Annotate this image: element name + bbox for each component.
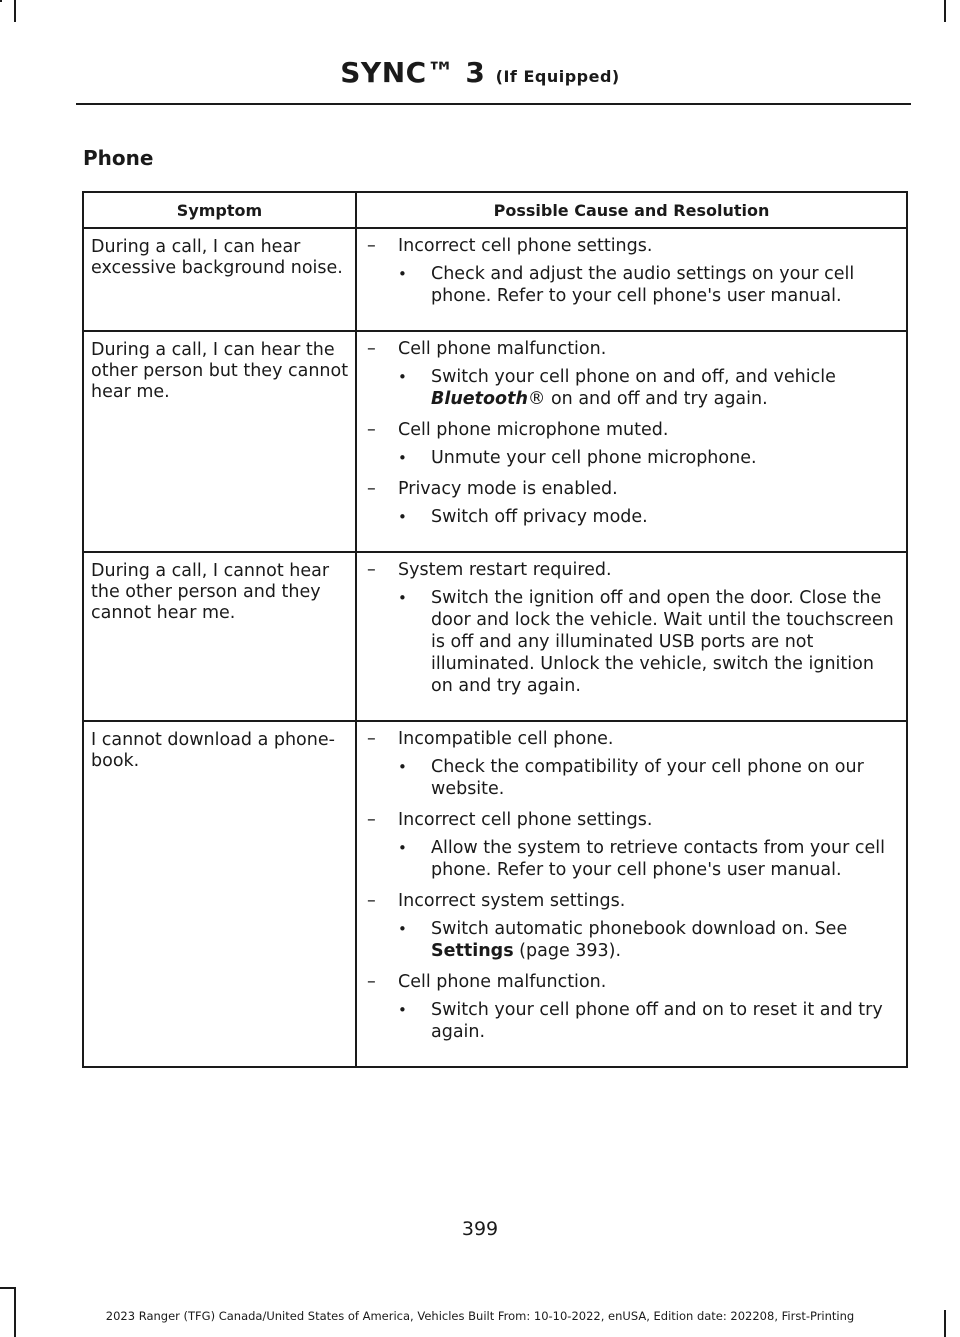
bullet-marker: • — [398, 368, 407, 386]
resolution-text: Check and adjust the audio settings on your cell phone. Refer to your cell phone's user manual. — [431, 264, 855, 306]
resolution-text-pre: Switch automatic phonebook download on. See — [431, 919, 848, 939]
cause-cell — [356, 228, 907, 331]
table-row — [83, 552, 907, 721]
resolution-bullet — [398, 366, 900, 410]
crop-mark — [14, 0, 16, 22]
bullet-marker: • — [398, 920, 407, 938]
page-header-title — [0, 56, 960, 89]
header-title-text: SYNC™ 3 — [340, 56, 486, 89]
symptom-cell: During a call, I can hear excessive background noise. — [83, 228, 356, 331]
resolution-text: Allow the system to retrieve contacts from your cell phone. Refer to your cell phone's user manual. — [431, 838, 885, 880]
crop-mark — [944, 0, 946, 22]
column-header-symptom: Symptom — [83, 192, 356, 228]
cause-item — [367, 971, 900, 1043]
dash-marker: – — [367, 972, 376, 992]
resolution-text-pre: Switch your cell phone on and off, and vehicle — [431, 367, 836, 387]
bullet-marker: • — [398, 265, 407, 283]
cause-item — [367, 478, 900, 528]
symptom-cell: I cannot download a phone-book. — [83, 721, 356, 1067]
dash-marker: – — [367, 420, 376, 440]
cause-cell — [356, 552, 907, 721]
cause-text: Cell phone malfunction. — [398, 339, 607, 359]
dash-marker: – — [367, 891, 376, 911]
troubleshooting-table — [82, 191, 908, 1068]
crop-mark — [0, 0, 2, 2]
resolution-text: Switch the ignition off and open the door. Close the door and lock the vehicle. Wait until the touchscreen is off and any illuminated USB ports are not illuminated. Unlock the vehicle, switch the ignition on and try again. — [431, 588, 894, 696]
bullet-marker: • — [398, 839, 407, 857]
column-header-cause: Possible Cause and Resolution — [356, 192, 907, 228]
resolution-bullet — [398, 918, 900, 962]
header-divider — [76, 103, 911, 105]
cause-text: Incorrect system settings. — [398, 891, 626, 911]
cause-text: Incompatible cell phone. — [398, 729, 614, 749]
dash-marker: – — [367, 729, 376, 749]
resolution-bullet — [398, 999, 900, 1043]
cause-text: Incorrect cell phone settings. — [398, 810, 653, 830]
dash-marker: – — [367, 479, 376, 499]
resolution-bullet — [398, 506, 900, 528]
dash-marker: – — [367, 339, 376, 359]
cause-item — [367, 890, 900, 962]
dash-marker: – — [367, 810, 376, 830]
resolution-bullet — [398, 587, 900, 697]
section-title: Phone — [83, 146, 154, 170]
symptom-cell: During a call, I cannot hear the other person and they cannot hear me. — [83, 552, 356, 721]
dash-marker: – — [367, 236, 376, 256]
table-header-row — [83, 192, 907, 228]
header-title-suffix: (If Equipped) — [495, 67, 620, 86]
resolution-bullet — [398, 263, 900, 307]
table-row — [83, 721, 907, 1067]
cause-text: Cell phone microphone muted. — [398, 420, 669, 440]
resolution-text: Switch off privacy mode. — [431, 507, 648, 527]
symptom-cell: During a call, I can hear the other person but they cannot hear me. — [83, 331, 356, 552]
resolution-text-post: (page 393). — [513, 941, 622, 961]
cause-item — [367, 728, 900, 800]
cause-text: Privacy mode is enabled. — [398, 479, 618, 499]
cause-item — [367, 338, 900, 410]
bullet-marker: • — [398, 589, 407, 607]
table-row — [83, 331, 907, 552]
bullet-marker: • — [398, 508, 407, 526]
resolution-bullet — [398, 447, 900, 469]
resolution-text: Unmute your cell phone microphone. — [431, 448, 757, 468]
resolution-text: Check the compatibility of your cell phone on our website. — [431, 757, 864, 799]
resolution-text: Switch your cell phone off and on to reset it and try again. — [431, 1000, 883, 1042]
resolution-text-post: ® on and off and try again. — [527, 389, 768, 409]
cause-item — [367, 559, 900, 697]
cause-cell — [356, 721, 907, 1067]
cause-item — [367, 809, 900, 881]
cause-item — [367, 235, 900, 307]
cause-item — [367, 419, 900, 469]
bullet-marker: • — [398, 1001, 407, 1019]
page-footer: 2023 Ranger (TFG) Canada/United States of America, Vehicles Built From: 10-10-2022, enUSA, Edition date: 202208, First-Printing — [105, 1309, 855, 1323]
bluetooth-term: Bluetooth — [431, 389, 528, 409]
page-number: 399 — [461, 1218, 499, 1240]
cause-cell — [356, 331, 907, 552]
resolution-bullet — [398, 756, 900, 800]
bullet-marker: • — [398, 758, 407, 776]
bullet-marker: • — [398, 449, 407, 467]
table-row — [83, 228, 907, 331]
settings-cross-reference-link[interactable]: Settings — [431, 941, 514, 961]
cause-text: System restart required. — [398, 560, 612, 580]
resolution-bullet — [398, 837, 900, 881]
cause-text: Cell phone malfunction. — [398, 972, 607, 992]
dash-marker: – — [367, 560, 376, 580]
cause-text: Incorrect cell phone settings. — [398, 236, 653, 256]
crop-mark — [0, 1287, 16, 1289]
